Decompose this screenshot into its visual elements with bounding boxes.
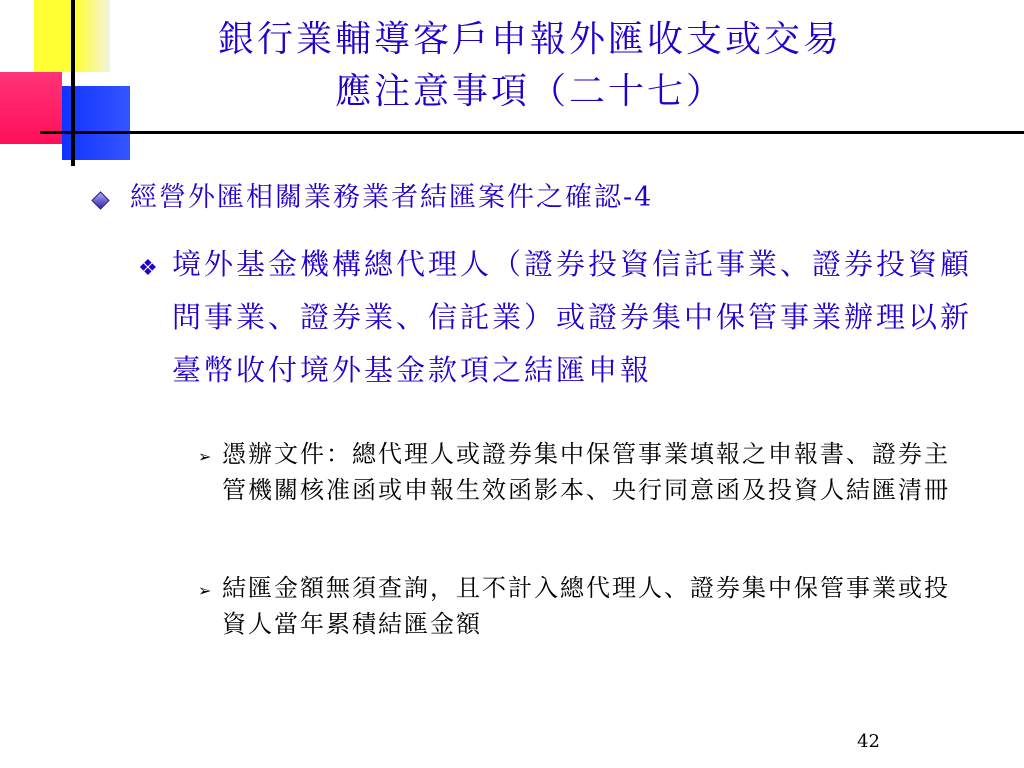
slide-title-line-2: 應注意事項（二十七） xyxy=(334,71,725,112)
detail-text: 結匯金額無須查詢，且不計入總代理人、證券集中保管事業或投資人當年累積結匯金額 xyxy=(222,574,950,638)
page-number: 42 xyxy=(857,731,880,752)
arrowhead-icon: ➢ xyxy=(198,581,214,600)
subheading-text: 境外基金機構總代理人（證券投資信託事業、證券投資顧問事業、證券業、信託業）或證券集中保管事業辦理以新臺幣收付境外基金款項之結匯申報 xyxy=(172,247,973,387)
heading-bullet-item xyxy=(130,180,653,216)
four-diamond-icon: ❖ xyxy=(138,256,161,281)
detail-bullet-item xyxy=(198,436,972,508)
heading-text: 經營外匯相關業務業者結匯案件之確認-4 xyxy=(130,182,654,213)
subheading-bullet-item xyxy=(138,238,973,397)
title-underline xyxy=(40,131,1024,134)
diamond-icon xyxy=(91,191,109,209)
detail-text: 憑辦文件：總代理人或證券集中保管事業填報之申報書、證券主管機關核准函或申報生效函影本、央行同意函及投資人結匯清冊 xyxy=(222,440,950,504)
detail-bullet-item xyxy=(198,570,972,642)
arrowhead-icon: ➢ xyxy=(198,447,214,466)
slide-title-line-1: 銀行業輔導客戶申報外匯收支或交易 xyxy=(217,19,842,60)
decor-vertical-line xyxy=(71,0,75,166)
slide-title xyxy=(110,14,950,118)
